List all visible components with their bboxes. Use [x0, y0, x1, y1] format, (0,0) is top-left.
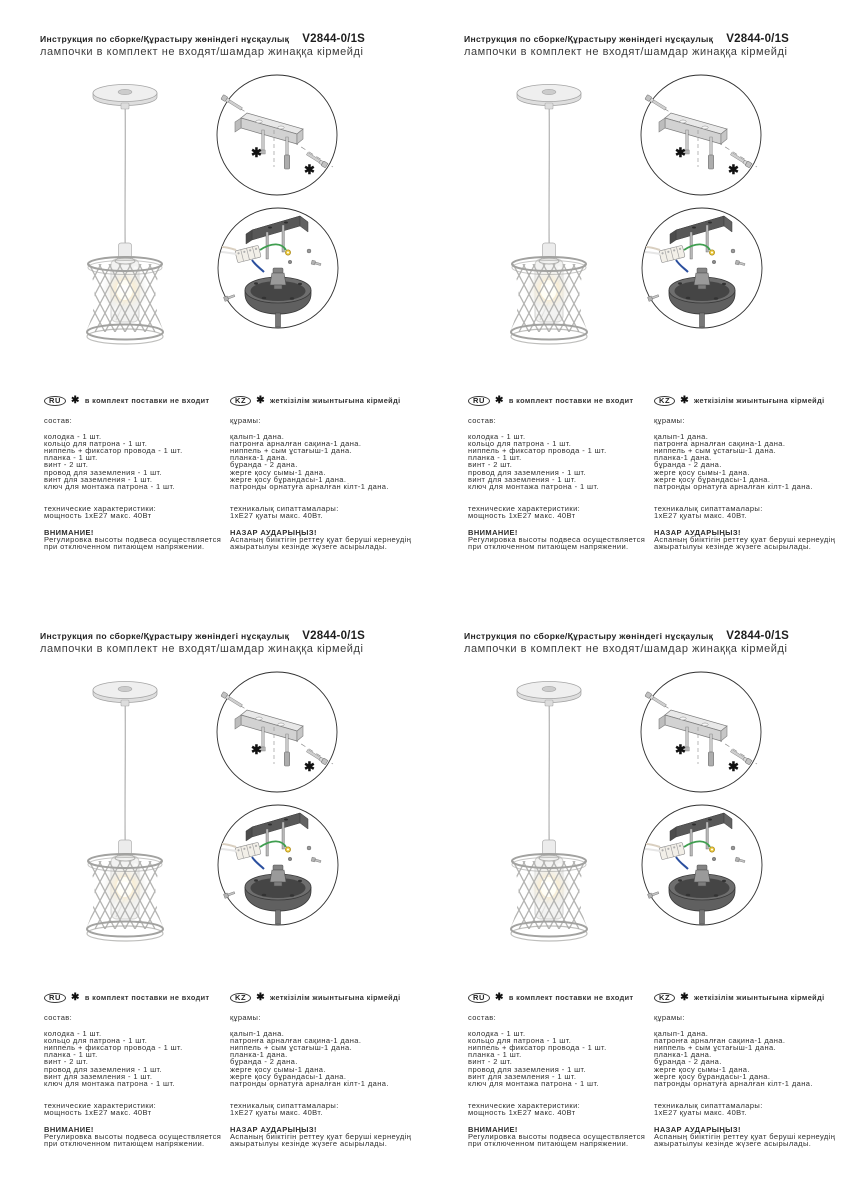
ru-column — [44, 395, 228, 550]
bulbs-not-included-note: лампочки в комплект не входят/шамдар жинаққа кірмейді — [464, 46, 788, 58]
list-line: кольцо для патрона - 1 шт. — [44, 1036, 148, 1046]
ru-parts-title: состав: — [468, 1013, 497, 1022]
list-line: винт для заземления - 1 шт. — [468, 474, 577, 484]
asterisk-icon: ✱ — [680, 394, 689, 406]
pendant-cord-stub — [700, 313, 705, 327]
list-line: колодка - 1 шт. — [44, 432, 102, 442]
list-line: ключ для монтажа патрона - 1 шт. — [468, 481, 599, 491]
kz-star-note: жеткізілім жиынтығына кірмейді — [269, 395, 401, 405]
kz-warning-title: НАЗАР АУДАРЫҢЫЗ! — [230, 528, 317, 538]
ru-specs-title: технические характеристики: — [468, 503, 581, 513]
list-line: патронға арналған сақина-1 дана. — [654, 439, 786, 449]
list-line: при отключенном питающем напряжении. — [44, 542, 205, 552]
asterisk-icon: ✱ — [71, 394, 80, 406]
list-line: ниппель + сым ұстағыш-1 дана. — [654, 1043, 777, 1053]
list-line: ниппель + фиксатор провода - 1 шт. — [44, 446, 183, 456]
kz-specs-value: 1хЕ27 қуаты макс. 40Вт. — [230, 1107, 323, 1117]
list-line: планка - 1 шт. — [468, 1050, 522, 1060]
card-header — [464, 33, 848, 58]
list-line: кольцо для патрона - 1 шт. — [468, 1036, 572, 1046]
list-line: винт для заземления - 1 шт. — [468, 1071, 577, 1081]
list-line: планка - 1 шт. — [44, 1050, 98, 1060]
ru-specs-value: мощность 1хЕ27 макс. 40Вт — [468, 510, 576, 520]
kz-star-note: жеткізілім жиынтығына кірмейді — [269, 992, 401, 1002]
ru-column — [468, 992, 652, 1147]
lamp-cord — [124, 105, 125, 244]
list-line: Аспаның биіктігін реттеу қуат беруші кернеудің — [230, 1132, 412, 1142]
bulbs-not-included-note: лампочки в комплект не входят/шамдар жинаққа кірмейді — [464, 643, 788, 655]
mounting-plate-detail — [215, 670, 339, 794]
pendant-lamp-image — [58, 83, 198, 345]
mounting-plate-detail — [639, 73, 763, 197]
list-line: жерге қосу бұрандасы-1 дана. — [230, 1071, 347, 1081]
list-line: провод для заземления - 1 шт. — [44, 1064, 163, 1074]
list-line: ниппель + фиксатор провода - 1 шт. — [468, 1043, 607, 1053]
ru-star-note: в комплект поставки не входит — [508, 992, 634, 1002]
list-line: ниппель + сым ұстағыш-1 дана. — [230, 446, 353, 456]
list-line: патронды орнатуға арналған кілт-1 дана. — [654, 1078, 813, 1088]
bulbs-not-included-note: лампочки в комплект не входят/шамдар жинаққа кірмейді — [40, 46, 364, 58]
ceiling-canopy — [93, 85, 157, 110]
wiring-detail — [216, 206, 340, 330]
ru-parts-title: состав: — [44, 1013, 73, 1022]
list-line: провод для заземления - 1 шт. — [468, 467, 587, 477]
list-line: Аспаның биіктігін реттеу қуат беруші кернеудің — [230, 535, 412, 545]
card-title: Инструкция по сборке/Құрастыру жөніндегі нұсқаулық — [464, 34, 714, 44]
pendant-lamp-image — [58, 680, 198, 942]
kz-parts-list — [654, 433, 838, 490]
card-title: Инструкция по сборке/Құрастыру жөніндегі нұсқаулық — [464, 631, 714, 641]
kz-parts-title: құрамы: — [230, 1013, 261, 1022]
asterisk-icon: ✱ — [256, 991, 265, 1003]
card-header — [40, 630, 432, 655]
list-line: колодка - 1 шт. — [468, 1029, 526, 1039]
kz-lang-line — [654, 992, 838, 1003]
ru-specs-title: технические характеристики: — [468, 1100, 581, 1110]
list-line: планка-1 дана. — [230, 1050, 288, 1060]
instruction-card — [40, 630, 432, 1190]
list-line: Регулировка высоты подвеса осуществляется — [44, 535, 222, 545]
ru-lang-line — [468, 992, 652, 1003]
list-line: ажыратылуы кезінде жүзеге асырылады. — [654, 1139, 812, 1149]
list-line: при отключенном питающем напряжении. — [468, 542, 629, 552]
kz-badge: KZ — [230, 993, 251, 1003]
list-line: жерге қосу бұрандасы-1 дана. — [654, 1071, 771, 1081]
kz-badge: KZ — [654, 396, 675, 406]
not-included-asterisk: ✱ — [251, 742, 262, 757]
asterisk-icon: ✱ — [495, 394, 504, 406]
asterisk-icon: ✱ — [256, 394, 265, 406]
list-line: провод для заземления - 1 шт. — [468, 1064, 587, 1074]
ru-parts-title: состав: — [44, 416, 73, 425]
ru-parts-list — [468, 433, 652, 490]
not-included-asterisk: ✱ — [304, 759, 315, 774]
list-line: жерге қосу бұрандасы-1 дана. — [230, 474, 347, 484]
kz-warning-title: НАЗАР АУДАРЫҢЫЗ! — [230, 1125, 317, 1135]
lamp-cord — [548, 105, 549, 244]
list-line: бұранда - 2 дана. — [654, 1057, 722, 1067]
asterisk-icon: ✱ — [71, 991, 80, 1003]
kz-parts-list — [230, 433, 414, 490]
card-header — [464, 630, 848, 655]
ru-specs-title: технические характеристики: — [44, 503, 157, 513]
wiring-detail — [216, 803, 340, 927]
list-line: винт - 2 шт. — [468, 1057, 513, 1067]
kz-warning-text — [654, 536, 838, 550]
ru-badge: RU — [44, 396, 66, 406]
pendant-lamp-image — [482, 680, 622, 942]
lamp-cord — [124, 702, 125, 841]
list-line: колодка - 1 шт. — [468, 432, 526, 442]
list-line: колодка - 1 шт. — [44, 1029, 102, 1039]
list-line: ниппель + фиксатор провода - 1 шт. — [44, 1043, 183, 1053]
ru-lang-line — [44, 992, 228, 1003]
wiring-detail — [640, 206, 764, 330]
list-line: қалып-1 дана. — [230, 1029, 285, 1039]
ceiling-canopy — [93, 682, 157, 707]
lamp-cord — [548, 702, 549, 841]
list-line: винт - 2 шт. — [44, 460, 89, 470]
ceiling-canopy — [517, 85, 581, 110]
list-line: Регулировка высоты подвеса осуществляется — [44, 1132, 222, 1142]
kz-warning-title: НАЗАР АУДАРЫҢЫЗ! — [654, 528, 741, 538]
kz-warning-text — [654, 1133, 838, 1147]
ru-column — [44, 992, 228, 1147]
ru-warning-text — [44, 1133, 228, 1147]
pendant-cord-stub — [276, 910, 281, 924]
list-line: бұранда - 2 дана. — [230, 460, 298, 470]
kz-badge: KZ — [654, 993, 675, 1003]
not-included-asterisk: ✱ — [304, 162, 315, 177]
ru-parts-list — [44, 1030, 228, 1087]
ru-warning-text — [468, 1133, 652, 1147]
ru-parts-list — [44, 433, 228, 490]
list-line: ниппель + сым ұстағыш-1 дана. — [230, 1043, 353, 1053]
kz-parts-title: құрамы: — [654, 1013, 685, 1022]
kz-star-note: жеткізілім жиынтығына кірмейді — [693, 992, 825, 1002]
list-line: Регулировка высоты подвеса осуществляется — [468, 1132, 646, 1142]
list-line: ключ для монтажа патрона - 1 шт. — [44, 1078, 175, 1088]
list-line: қалып-1 дана. — [654, 432, 709, 442]
ru-specs-value: мощность 1хЕ27 макс. 40Вт — [44, 1107, 152, 1117]
ru-specs-title: технические характеристики: — [44, 1100, 157, 1110]
list-line: Аспаның биіктігін реттеу қуат беруші кернеудің — [654, 535, 836, 545]
list-line: жерге қосу сымы-1 дана. — [654, 467, 750, 477]
list-line: ажыратылуы кезінде жүзеге асырылады. — [230, 542, 388, 552]
ru-warning-title: ВНИМАНИЕ! — [44, 1125, 94, 1135]
model-number: V2844-0/1S — [726, 33, 790, 45]
card-header — [40, 33, 432, 58]
ru-badge: RU — [44, 993, 66, 1003]
list-line: патронды орнатуға арналған кілт-1 дана. — [230, 1078, 389, 1088]
not-included-asterisk: ✱ — [675, 742, 686, 757]
kz-column — [654, 395, 838, 550]
list-line: ажыратылуы кезінде жүзеге асырылады. — [230, 1139, 388, 1149]
ru-lang-line — [44, 395, 228, 406]
list-line: ажыратылуы кезінде жүзеге асырылады. — [654, 542, 812, 552]
ru-warning-title: ВНИМАНИЕ! — [468, 1125, 518, 1135]
pendant-lamp-image — [482, 83, 622, 345]
ceiling-canopy — [517, 682, 581, 707]
list-line: провод для заземления - 1 шт. — [44, 467, 163, 477]
model-number: V2844-0/1S — [726, 630, 790, 642]
model-number: V2844-0/1S — [302, 630, 366, 642]
kz-warning-text — [230, 536, 414, 550]
kz-badge: KZ — [230, 396, 251, 406]
kz-warning-title: НАЗАР АУДАРЫҢЫЗ! — [654, 1125, 741, 1135]
not-included-asterisk: ✱ — [675, 145, 686, 160]
list-line: Аспаның биіктігін реттеу қуат беруші кернеудің — [654, 1132, 836, 1142]
instruction-card — [464, 33, 848, 593]
list-line: қалып-1 дана. — [230, 432, 285, 442]
list-line: ниппель + фиксатор провода - 1 шт. — [468, 446, 607, 456]
list-line: винт для заземления - 1 шт. — [44, 474, 153, 484]
list-line: патронға арналған сақина-1 дана. — [230, 439, 362, 449]
ru-star-note: в комплект поставки не входит — [508, 395, 634, 405]
mounting-plate-detail — [215, 73, 339, 197]
list-line: жерге қосу сымы-1 дана. — [654, 1064, 750, 1074]
list-line: бұранда - 2 дана. — [654, 460, 722, 470]
kz-specs-title: техникалық сипаттамалары: — [230, 503, 339, 513]
ru-badge: RU — [468, 396, 490, 406]
ru-lang-line — [468, 395, 652, 406]
kz-parts-list — [654, 1030, 838, 1087]
pendant-cord-stub — [276, 313, 281, 327]
mounting-plate-detail — [639, 670, 763, 794]
list-line: планка - 1 шт. — [468, 453, 522, 463]
ru-warning-title: ВНИМАНИЕ! — [44, 528, 94, 538]
list-line: жерге қосу бұрандасы-1 дана. — [654, 474, 771, 484]
kz-specs-value: 1хЕ27 қуаты макс. 40Вт. — [230, 510, 323, 520]
list-line: патронды орнатуға арналған кілт-1 дана. — [230, 481, 389, 491]
ru-column — [468, 395, 652, 550]
kz-column — [654, 992, 838, 1147]
list-line: планка - 1 шт. — [44, 453, 98, 463]
list-line: жерге қосу сымы-1 дана. — [230, 1064, 326, 1074]
asterisk-icon: ✱ — [495, 991, 504, 1003]
kz-lang-line — [230, 395, 414, 406]
kz-lang-line — [654, 395, 838, 406]
not-included-asterisk: ✱ — [251, 145, 262, 160]
ru-specs-value: мощность 1хЕ27 макс. 40Вт — [44, 510, 152, 520]
kz-specs-title: техникалық сипаттамалары: — [654, 503, 763, 513]
kz-specs-value: 1хЕ27 қуаты макс. 40Вт. — [654, 510, 747, 520]
ru-badge: RU — [468, 993, 490, 1003]
ru-specs-value: мощность 1хЕ27 макс. 40Вт — [468, 1107, 576, 1117]
list-line: планка-1 дана. — [230, 453, 288, 463]
list-line: жерге қосу сымы-1 дана. — [230, 467, 326, 477]
list-line: при отключенном питающем напряжении. — [468, 1139, 629, 1149]
list-line: патронға арналған сақина-1 дана. — [654, 1036, 786, 1046]
wiring-detail — [640, 803, 764, 927]
kz-warning-text — [230, 1133, 414, 1147]
list-line: при отключенном питающем напряжении. — [44, 1139, 205, 1149]
list-line: қалып-1 дана. — [654, 1029, 709, 1039]
card-title: Инструкция по сборке/Құрастыру жөніндегі нұсқаулық — [40, 34, 290, 44]
list-line: винт - 2 шт. — [468, 460, 513, 470]
kz-parts-list — [230, 1030, 414, 1087]
list-line: винт - 2 шт. — [44, 1057, 89, 1067]
not-included-asterisk: ✱ — [728, 162, 739, 177]
list-line: кольцо для патрона - 1 шт. — [44, 439, 148, 449]
kz-column — [230, 395, 414, 550]
ru-warning-text — [468, 536, 652, 550]
kz-specs-value: 1хЕ27 қуаты макс. 40Вт. — [654, 1107, 747, 1117]
ru-parts-title: состав: — [468, 416, 497, 425]
list-line: планка-1 дана. — [654, 453, 712, 463]
kz-lang-line — [230, 992, 414, 1003]
kz-parts-title: құрамы: — [654, 416, 685, 425]
list-line: бұранда - 2 дана. — [230, 1057, 298, 1067]
list-line: планка-1 дана. — [654, 1050, 712, 1060]
kz-specs-title: техникалық сипаттамалары: — [230, 1100, 339, 1110]
kz-star-note: жеткізілім жиынтығына кірмейді — [693, 395, 825, 405]
ru-warning-title: ВНИМАНИЕ! — [468, 528, 518, 538]
list-line: кольцо для патрона - 1 шт. — [468, 439, 572, 449]
list-line: патронға арналған сақина-1 дана. — [230, 1036, 362, 1046]
kz-parts-title: құрамы: — [230, 416, 261, 425]
list-line: ключ для монтажа патрона - 1 шт. — [44, 481, 175, 491]
asterisk-icon: ✱ — [680, 991, 689, 1003]
ru-parts-list — [468, 1030, 652, 1087]
list-line: патронды орнатуға арналған кілт-1 дана. — [654, 481, 813, 491]
instruction-card — [464, 630, 848, 1190]
list-line: ключ для монтажа патрона - 1 шт. — [468, 1078, 599, 1088]
kz-specs-title: техникалық сипаттамалары: — [654, 1100, 763, 1110]
bulbs-not-included-note: лампочки в комплект не входят/шамдар жинаққа кірмейді — [40, 643, 364, 655]
list-line: Регулировка высоты подвеса осуществляется — [468, 535, 646, 545]
instruction-card — [40, 33, 432, 593]
ru-star-note: в комплект поставки не входит — [84, 395, 210, 405]
list-line: винт для заземления - 1 шт. — [44, 1071, 153, 1081]
not-included-asterisk: ✱ — [728, 759, 739, 774]
model-number: V2844-0/1S — [302, 33, 366, 45]
card-title: Инструкция по сборке/Құрастыру жөніндегі нұсқаулық — [40, 631, 290, 641]
kz-column — [230, 992, 414, 1147]
ru-warning-text — [44, 536, 228, 550]
pendant-cord-stub — [700, 910, 705, 924]
list-line: ниппель + сым ұстағыш-1 дана. — [654, 446, 777, 456]
ru-star-note: в комплект поставки не входит — [84, 992, 210, 1002]
